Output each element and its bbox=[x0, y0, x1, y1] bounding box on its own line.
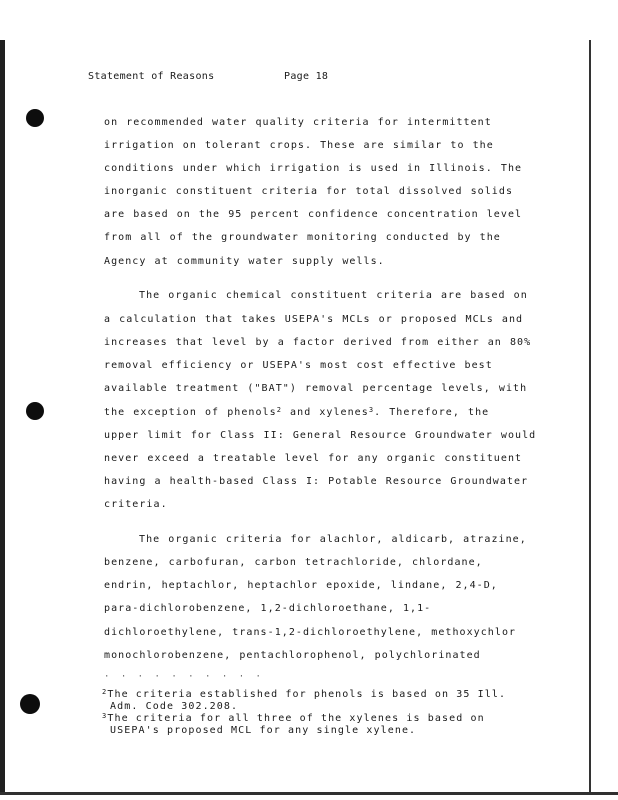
body-line: irrigation on tolerant crops. These are similar to the bbox=[104, 140, 494, 151]
punch-hole-middle bbox=[26, 402, 44, 420]
footnote-mark: 3 bbox=[102, 712, 108, 720]
body-line: inorganic constituent criteria for total dissolved solids bbox=[104, 186, 514, 197]
footnote-line: Adm. Code 302.208. bbox=[110, 701, 239, 712]
footnote-line bbox=[102, 686, 506, 701]
header-title: Statement of Reasons bbox=[88, 71, 215, 82]
header-page-number: Page 18 bbox=[284, 71, 329, 82]
body-line: are based on the 95 percent confidence concentration level bbox=[104, 209, 523, 220]
footnote-ref: 3 bbox=[368, 406, 375, 414]
body-line: upper limit for Class II: General Resource Groundwater would bbox=[104, 430, 537, 441]
footnote-3 bbox=[102, 710, 485, 737]
body-line: The organic chemical constituent criteria are based on bbox=[139, 290, 528, 301]
body-line: criteria. bbox=[104, 499, 168, 510]
text-run: and xylenes bbox=[290, 407, 369, 418]
footnote-2 bbox=[102, 686, 506, 713]
body-line: benzene, carbofuran, carbon tetrachloride, chlordane, bbox=[104, 557, 483, 568]
body-line bbox=[104, 406, 489, 418]
cut-off-line: · · · · · · · · · · bbox=[104, 672, 264, 682]
scan-left-edge bbox=[0, 40, 5, 795]
footnote-text: The criteria established for phenols is based on 35 Ill. bbox=[107, 689, 507, 700]
body-line: removal efficiency or USEPA's most cost effective best bbox=[104, 360, 493, 371]
body-line: conditions under which irrigation is used in Illinois. The bbox=[104, 163, 523, 174]
body-line: para-dichlorobenzene, 1,2-dichloroethane, 1,1- bbox=[104, 603, 432, 614]
body-line: dichloroethylene, trans-1,2-dichloroethylene, methoxychlor bbox=[104, 627, 517, 638]
body-line: The organic criteria for alachlor, aldicarb, atrazine, bbox=[139, 534, 527, 545]
punch-hole-bottom bbox=[20, 694, 40, 714]
footnote-text: The criteria for all three of the xylenes is based on bbox=[107, 713, 485, 724]
body-line: on recommended water quality criteria for intermittent bbox=[104, 117, 492, 128]
footnote-line bbox=[102, 710, 485, 725]
footnote-ref: 2 bbox=[276, 406, 282, 414]
punch-hole-top bbox=[26, 109, 44, 127]
body-line: Agency at community water supply wells. bbox=[104, 256, 385, 267]
body-line: a calculation that takes USEPA's MCLs or proposed MCLs and bbox=[104, 314, 524, 325]
body-line: from all of the groundwater monitoring conducted by the bbox=[104, 232, 501, 243]
body-line: monochlorobenzene, pentachlorophenol, polychlorinated bbox=[104, 650, 481, 661]
body-line: having a health-based Class I: Potable Resource Groundwater bbox=[104, 476, 529, 487]
page-header bbox=[88, 71, 329, 82]
text-run: the exception of phenols bbox=[104, 407, 277, 418]
body-line: increases that level by a factor derived from either an 80% bbox=[104, 337, 532, 348]
footnote-line: USEPA's proposed MCL for any single xylene. bbox=[110, 725, 417, 736]
body-line: never exceed a treatable level for any organic constituent bbox=[104, 453, 523, 464]
scan-right-edge bbox=[589, 40, 591, 795]
text-run: . Therefore, the bbox=[374, 407, 490, 418]
body-line: available treatment ("BAT") removal percentage levels, with bbox=[104, 383, 528, 394]
scan-bottom-edge bbox=[0, 792, 618, 795]
body-line: endrin, heptachlor, heptachlor epoxide, lindane, 2,4-D, bbox=[104, 580, 498, 591]
footnote-mark: 2 bbox=[102, 688, 108, 696]
